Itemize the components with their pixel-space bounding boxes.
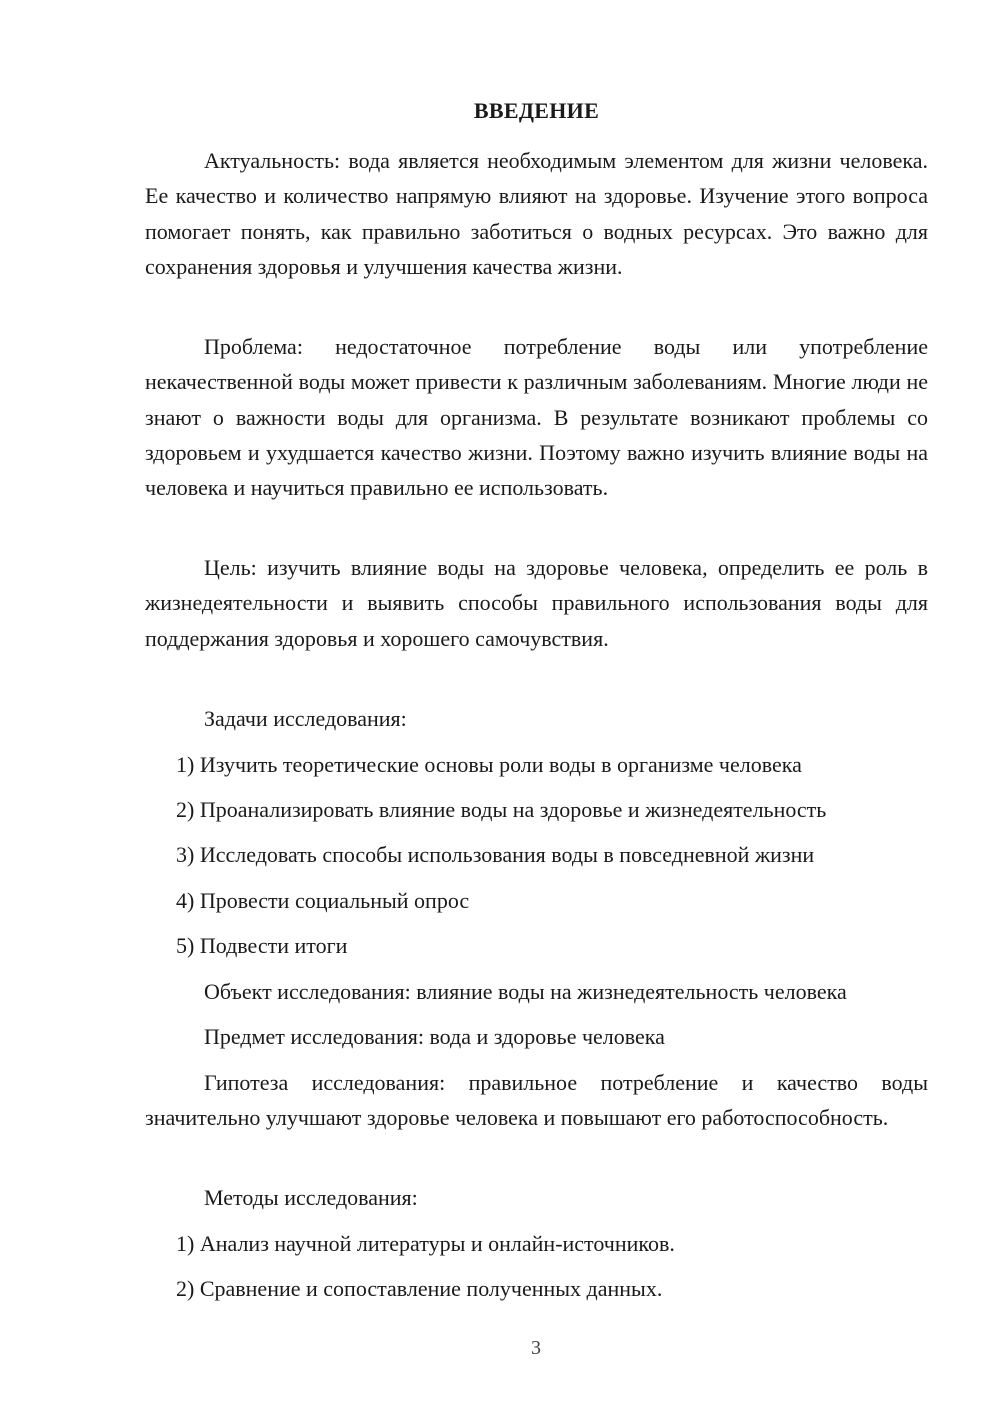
- task-item-5: 5) Подвести итоги: [176, 933, 348, 958]
- task-item-3: 3) Исследовать способы использования воды в повседневной жизни: [176, 842, 815, 867]
- hypothesis-paragraph: Гипотеза исследования: правильное потребление и качество воды значительно улучшают здоровье человека и повышают его работоспособность.: [145, 1070, 928, 1131]
- research-subject: Предмет исследования: вода и здоровье человека: [204, 1024, 665, 1049]
- method-item-1: 1) Анализ научной литературы и онлайн-источников.: [176, 1231, 675, 1256]
- goal-paragraph: Цель: изучить влияние воды на здоровье человека, определить ее роль в жизнедеятельности и выявить способы правильного использования воды для поддержания здоровья и хорошего самочувствия.: [145, 555, 928, 651]
- task-item-2: 2) Проанализировать влияние воды на здоровье и жизнедеятельность: [176, 797, 827, 822]
- page-title: ВВЕДЕНИЕ: [473, 98, 600, 123]
- tasks-heading: Задачи исследования:: [204, 706, 407, 731]
- task-item-1: 1) Изучить теоретические основы роли воды в организме человека: [176, 752, 802, 777]
- page-number: 3: [531, 1337, 541, 1359]
- research-object: Объект исследования: влияние воды на жизнедеятельность человека: [204, 979, 847, 1004]
- problem-paragraph: Проблема: недостаточное потребление воды или употребление некачественной воды может привести к различным заболеваниям. Многие люди не знают о важности воды для организма. В результате возникают проблемы со здоровьем и ухудшается качество жизни. Поэтому важно изучить влияние воды на человека и научиться правильно ее использовать.: [145, 334, 928, 501]
- relevance-paragraph: Актуальность: вода является необходимым элементом для жизни человека. Ее качество и количество напрямую влияют на здоровье. Изучение этого вопроса помогает понять, как правильно заботиться о водных ресурсах. Это важно для сохранения здоровья и улучшения качества жизни.: [145, 148, 928, 279]
- method-item-2: 2) Сравнение и сопоставление полученных данных.: [176, 1276, 663, 1301]
- task-item-4: 4) Провести социальный опрос: [176, 888, 470, 913]
- methods-heading: Методы исследования:: [204, 1185, 418, 1210]
